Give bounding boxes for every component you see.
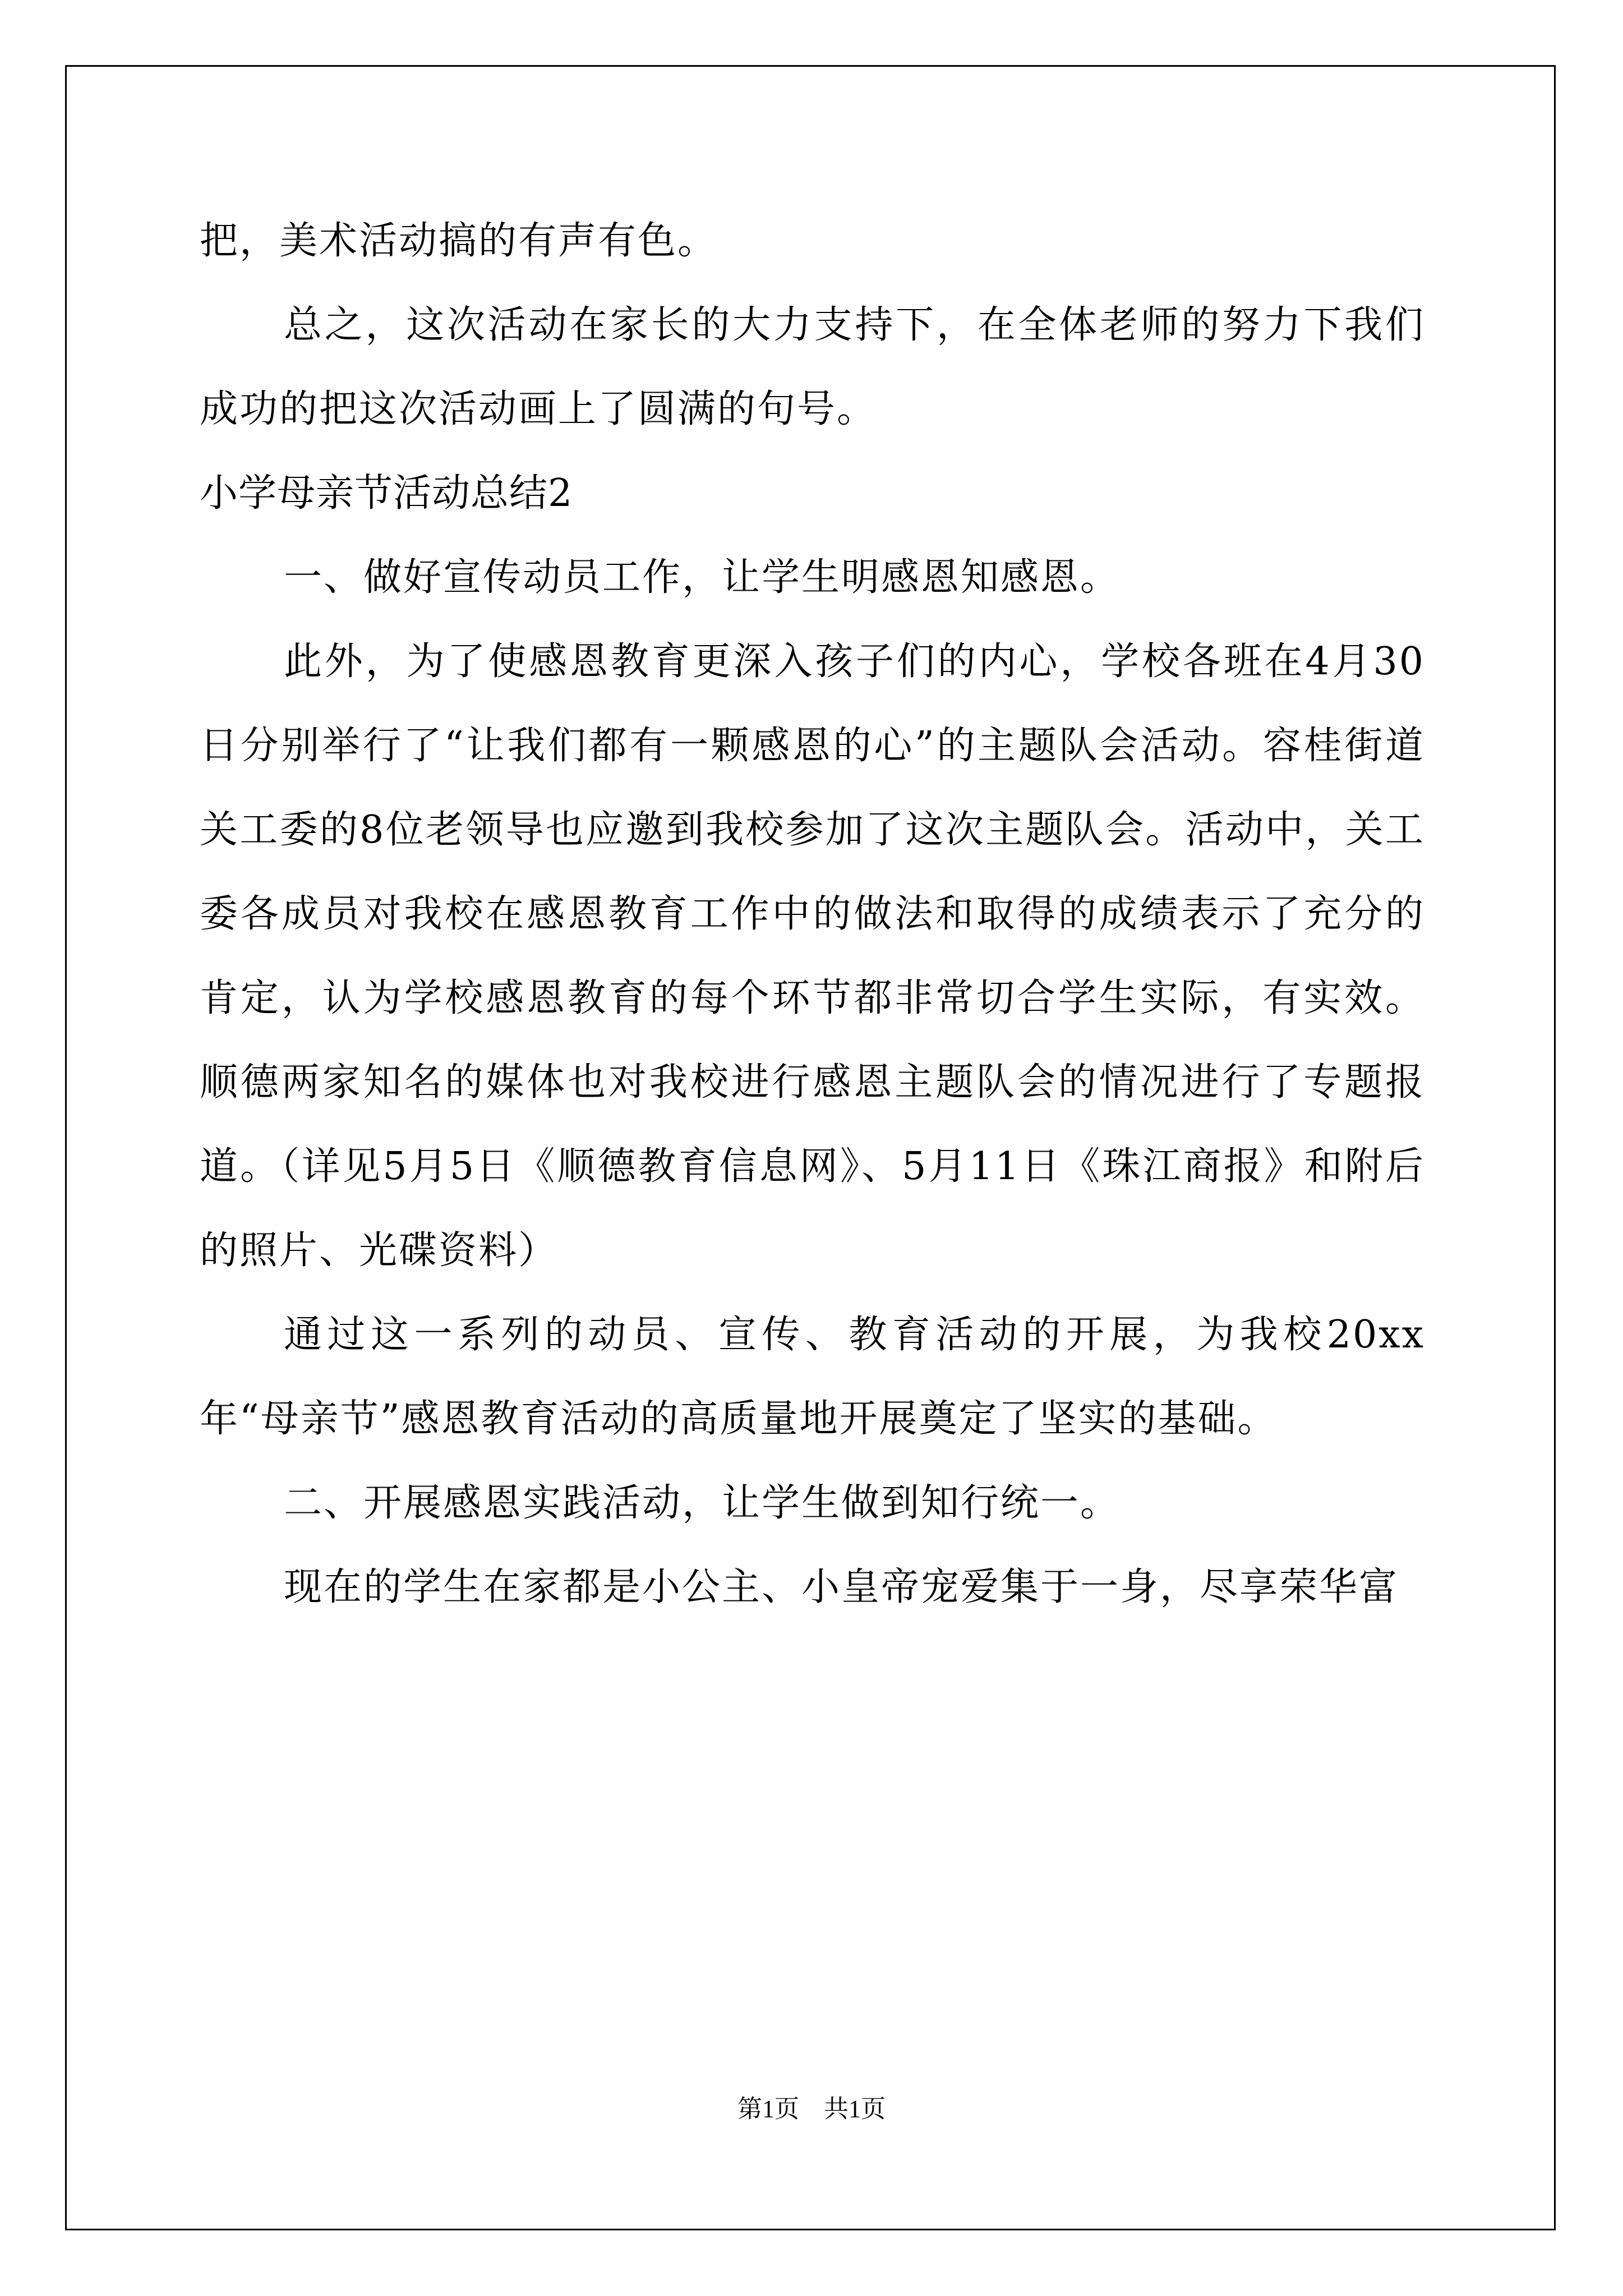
paragraph-details: 此外，为了使感恩教育更深入孩子们的内心，学校各班在4月30日分别举行了“让我们都有一颗感恩的心”的主题队会活动。容桂街道关工委的8位老领导也应邀到我校参加了这次主题队会。活动中，关工委各成员对我校在感恩教育工作中的做法和取得的成绩表示了充分的肯定，认为学校感恩教育的每个环节都非常切合学生实际，有实效。顺德两家知名的媒体也对我校进行感恩主题队会的情况进行了专题报道。（详见5月5日《顺德教育信息网》、5月11日《珠江商报》和附后的照片、光碟资料） (200, 639, 1425, 1273)
paragraph-summary: 总之，这次活动在家长的大力支持下，在全体老师的努力下我们成功的把这次活动画上了圆满的句号。 (200, 303, 1425, 431)
paragraph-point-one: 一、做好宣传动员工作，让学生明感恩知感恩。 (284, 555, 1121, 600)
page-number-footer: 第1页 共1页 (737, 2095, 886, 2123)
paragraph-closing: 现在的学生在家都是小公主、小皇帝宠爱集于一身，尽享荣华富 (284, 1565, 1399, 1609)
paragraph-continuation: 把，美术活动搞的有声有色。 (200, 219, 718, 263)
section-heading: 小学母亲节活动总结2 (200, 471, 573, 516)
document-body (200, 199, 1425, 1630)
paragraph-foundation: 通过这一系列的动员、宣传、教育活动的开展，为我校20xx年“母亲节”感恩教育活动的高质量地开展奠定了坚实的基础。 (200, 1313, 1425, 1441)
paragraph-point-two: 二、开展感恩实践活动，让学生做到知行统一。 (284, 1481, 1121, 1525)
